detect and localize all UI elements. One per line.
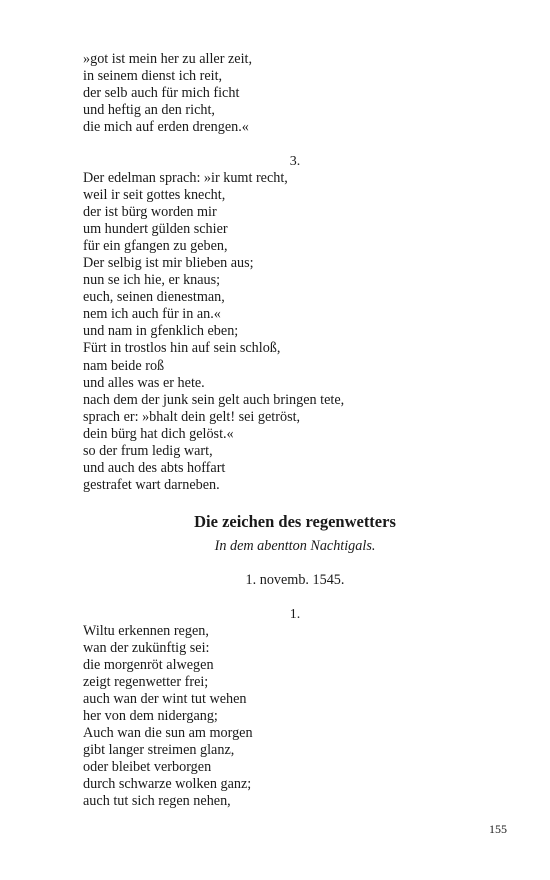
verse-line: Auch wan die sun am morgen bbox=[83, 725, 253, 742]
verse-line: nun se ich hie, er knaus; bbox=[83, 272, 221, 289]
page-number: 155 bbox=[489, 822, 507, 836]
verse-line: euch, seinen dienestman, bbox=[83, 289, 225, 306]
verse-line: Der selbig ist mir blieben aus; bbox=[83, 255, 254, 272]
verse-line: gestrafet wart darneben. bbox=[83, 476, 220, 493]
poem-stanza-3 bbox=[83, 170, 503, 494]
verse-line: durch schwarze wolken ganz; bbox=[83, 776, 252, 793]
verse-line: um hundert gülden schier bbox=[83, 221, 228, 238]
verse-line: nach dem der junk sein gelt auch bringen tete, bbox=[83, 391, 345, 408]
verse-line: die mich auf erden drengen.« bbox=[83, 119, 249, 136]
verse-line: gibt langer streimen glanz, bbox=[83, 742, 235, 759]
poem-subtitle: In dem abentton Nachtigals. bbox=[214, 538, 376, 554]
verse-line: zeigt regenwetter frei; bbox=[83, 674, 209, 691]
verse-line: so der frum ledig wart, bbox=[83, 442, 213, 459]
verse-line: sprach er: »bhalt dein gelt! sei getröst, bbox=[83, 408, 301, 425]
verse-line: Fürt in trostlos hin auf sein schloß, bbox=[83, 340, 281, 357]
verse-line: Der edelman sprach: »ir kumt recht, bbox=[83, 170, 288, 186]
stanza-number-1: 1. bbox=[289, 607, 301, 622]
verse-line: dein bürg hat dich gelöst.« bbox=[83, 425, 234, 442]
verse-line: Wiltu erkennen regen, bbox=[83, 623, 209, 639]
verse-line: und auch des abts hoffart bbox=[83, 459, 226, 476]
verse-line: auch wan der wint tut wehen bbox=[83, 691, 247, 708]
poem-stanza-continuation bbox=[83, 51, 503, 136]
verse-line: die morgenröt alwegen bbox=[83, 657, 214, 674]
verse-line: auch tut sich regen nehen, bbox=[83, 793, 231, 810]
verse-line: nem ich auch für in an.« bbox=[83, 306, 221, 323]
verse-line: wan der zukünftig sei: bbox=[83, 640, 210, 657]
verse-line: weil ir seit gottes knecht, bbox=[83, 187, 226, 204]
poem-title: Die zeichen des regenwetters bbox=[194, 512, 396, 531]
verse-line: oder bleibet verborgen bbox=[83, 759, 212, 776]
poem-date: 1. novemb. 1545. bbox=[245, 572, 345, 588]
stanza-number-3: 3. bbox=[289, 154, 301, 169]
verse-line: und nam in gfenklich eben; bbox=[83, 323, 239, 340]
poem-stanza-1 bbox=[83, 623, 503, 811]
verse-line: der selb auch für mich ficht bbox=[83, 85, 240, 102]
verse-line: her von dem nidergang; bbox=[83, 708, 218, 725]
verse-line: »got ist mein her zu aller zeit, bbox=[83, 51, 253, 67]
verse-line: und alles was er hete. bbox=[83, 374, 205, 391]
verse-line: in seinem dienst ich reit, bbox=[83, 68, 223, 85]
verse-line: der ist bürg worden mir bbox=[83, 204, 217, 221]
verse-line: nam beide roß bbox=[83, 357, 165, 374]
verse-line: für ein gfangen zu geben, bbox=[83, 238, 228, 255]
verse-line: und heftig an den richt, bbox=[83, 102, 215, 119]
